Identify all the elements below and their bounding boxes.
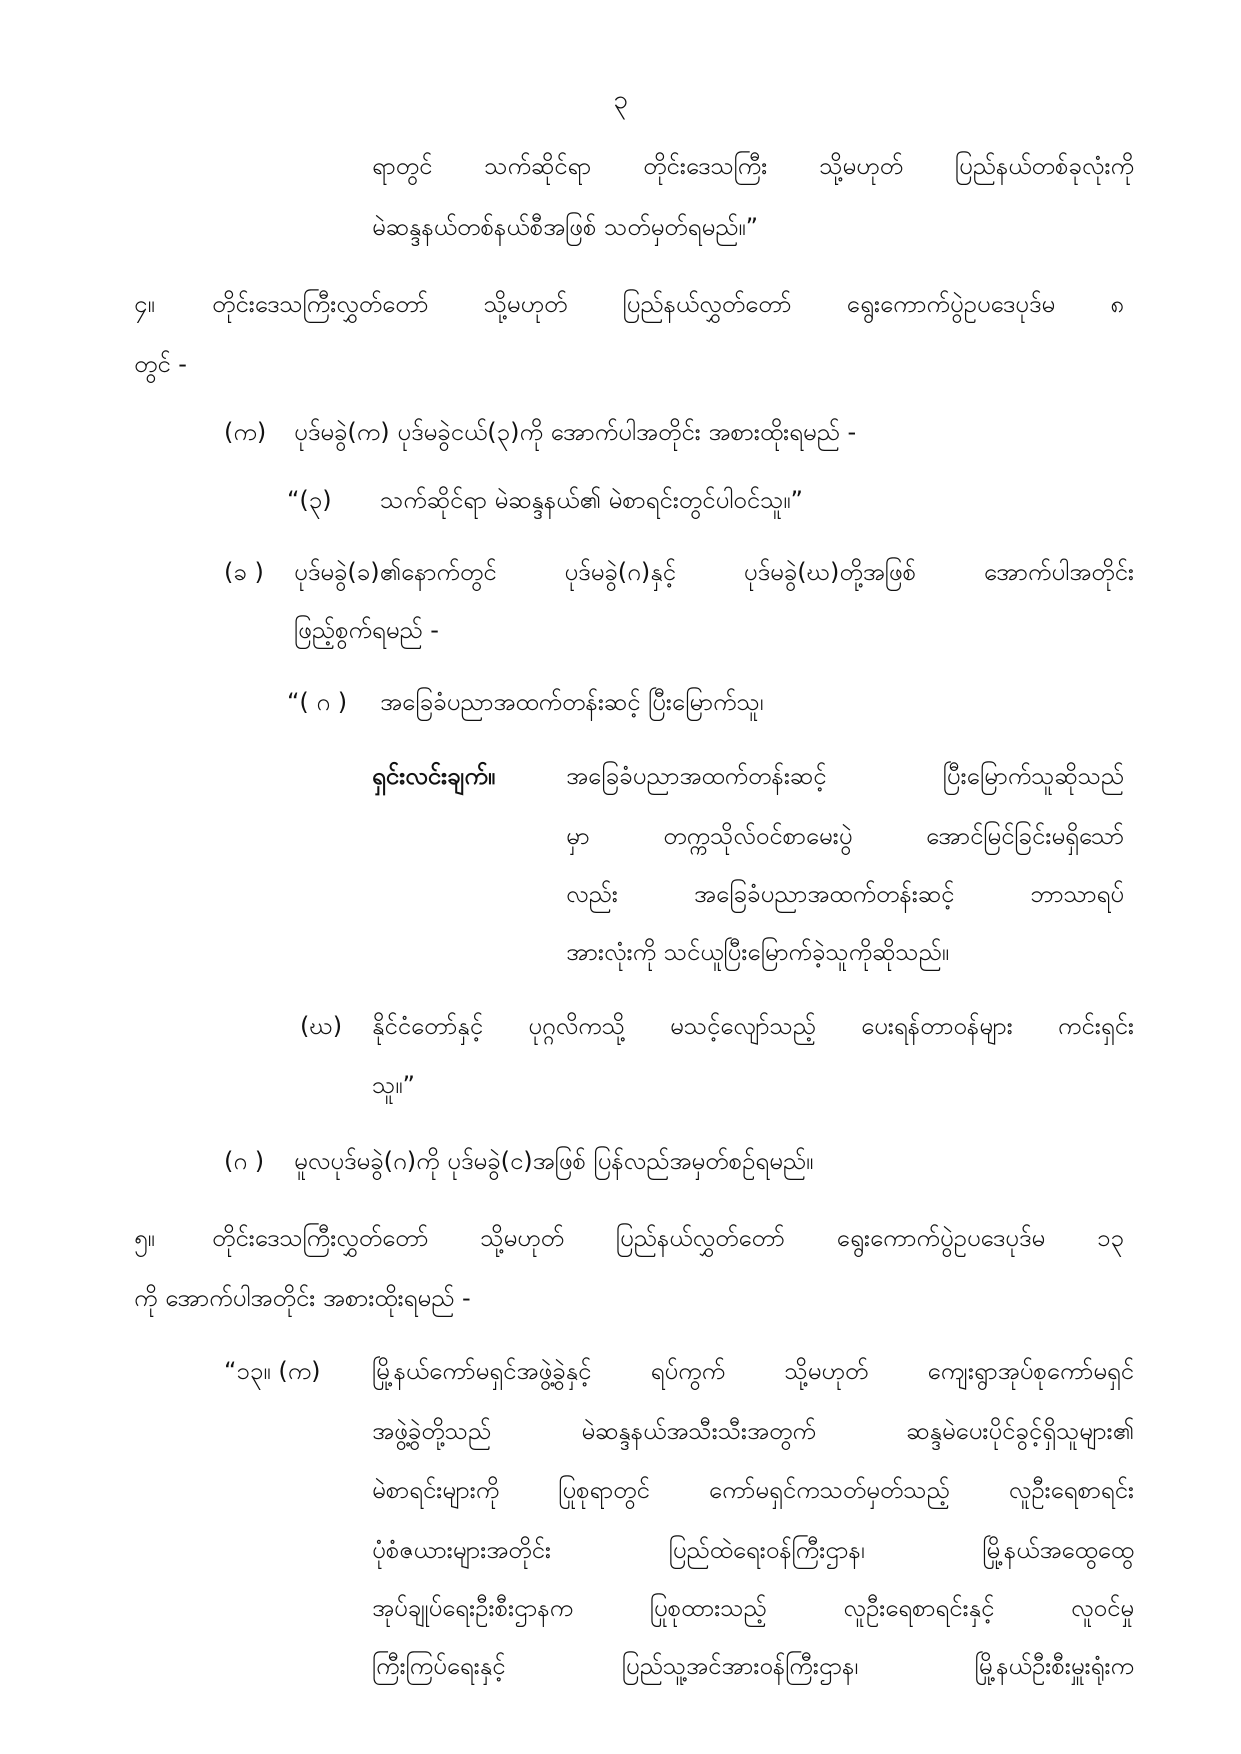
text-line: တိုင်းဒေသကြီးလွှတ်တော် သို့မဟုတ် ပြည်နယ်လွှတ်တော် ရွေးကောက်ပွဲဥပဒေပုဒ်မ ၁၃ [212, 1224, 1124, 1252]
text-line: လည်း အခြေခံပညာအထက်တန်းဆင့် ဘာသာရပ် [566, 880, 1124, 908]
text-line: ရာတွင် သက်ဆိုင်ရာ တိုင်းဒေသကြီး သို့မဟုတ် ပြည်နယ်တစ်ခုလုံးကို [372, 152, 1134, 180]
clause-marker: (က) [224, 418, 267, 446]
section-number: ၅။ [134, 1224, 155, 1252]
text-line: သက်ဆိုင်ရာ မဲဆန္ဒနယ်၏ မဲစာရင်းတွင်ပါဝင်သူ။” [380, 486, 803, 514]
clause-marker: (ခ ) [224, 558, 264, 586]
clause-marker: “(၃) [287, 486, 332, 514]
clause-marker: (ဃ) [300, 1012, 343, 1040]
text-line: ကို အောက်ပါအတိုင်း အစားထိုးရမည် - [134, 1284, 471, 1312]
text-line: ဖြည့်စွက်ရမည် - [294, 616, 439, 644]
text-line: မှာ တက္ကသိုလ်ဝင်စာမေးပွဲ အောင်မြင်ခြင်းမရှိသော် [566, 822, 1124, 850]
text-line: တိုင်းဒေသကြီးလွှတ်တော် သို့မဟုတ် ပြည်နယ်လွှတ်တော် ရွေးကောက်ပွဲဥပဒေပုဒ်မ ၈ [212, 290, 1124, 318]
text-line: ပုံစံဇယားများအတိုင်း ပြည်ထဲရေးဝန်ကြီးဌာန၊ မြို့နယ်အထွေထွေ [372, 1536, 1134, 1564]
text-line: မူလပုဒ်မခွဲ(ဂ)ကို ပုဒ်မခွဲ(င)အဖြစ် ပြန်လည်အမှတ်စဉ်ရမည်။ [294, 1147, 814, 1175]
text-line: ကြီးကြပ်ရေးနှင့် ပြည်သူ့အင်အားဝန်ကြီးဌာန၊ မြို့နယ်ဦးစီးမှူးရုံးက [372, 1652, 1134, 1680]
text-line: မြို့နယ်ကော်မရှင်အဖွဲ့ခွဲနှင့် ရပ်ကွက် သို့မဟုတ် ကျေးရွာအုပ်စုကော်မရှင် [372, 1357, 1134, 1385]
text-line: နိုင်ငံတော်နှင့် ပုဂ္ဂလိကသို့ မသင့်လျော်သည့် ပေးရန်တာဝန်များ ကင်းရှင်း [372, 1012, 1134, 1040]
text-line: အုပ်ချုပ်ရေးဦးစီးဌာနက ပြုစုထားသည့် လူဦးရေစာရင်းနှင့် လူဝင်မှု [372, 1594, 1134, 1622]
section-number: ၄။ [134, 290, 155, 318]
clause-marker: (ဂ ) [224, 1147, 265, 1175]
page-number: ၃ [613, 85, 628, 115]
text-line: အခြေခံပညာအထက်တန်းဆင့် ပြီးမြောက်သူဆိုသည် [566, 762, 1124, 790]
text-line: သူ။” [372, 1071, 415, 1099]
text-line: ပုဒ်မခွဲ(က) ပုဒ်မခွဲငယ်(၃)ကို အောက်ပါအတိုင်း အစားထိုးရမည် - [294, 418, 857, 446]
text-line: အခြေခံပညာအထက်တန်းဆင့် ပြီးမြောက်သူ၊ [380, 688, 764, 716]
text-line: ပုဒ်မခွဲ(ခ)၏နောက်တွင် ပုဒ်မခွဲ(ဂ)နှင့် ပုဒ်မခွဲ(ဃ)တို့အဖြစ် အောက်ပါအတိုင်း [294, 558, 1134, 586]
text-line: အားလုံးကို သင်ယူပြီးမြောက်ခဲ့သူကိုဆိုသည်။ [566, 938, 949, 966]
text-line: တွင် - [134, 350, 187, 378]
clause-marker: “၁၃။ (က) [224, 1357, 321, 1385]
explanation-label: ရှင်းလင်းချက်။ [372, 762, 496, 790]
text-line: မဲစာရင်းများကို ပြုစုရာတွင် ကော်မရှင်ကသတ်မှတ်သည့် လူဦးရေစာရင်း [372, 1476, 1134, 1504]
clause-marker: “( ဂ ) [287, 688, 348, 716]
text-line: အဖွဲ့ခွဲတို့သည် မဲဆန္ဒနယ်အသီးသီးအတွက် ဆန္ဒမဲပေးပိုင်ခွင့်ရှိသူများ၏ [372, 1417, 1134, 1445]
text-line: မဲဆန္ဒနယ်တစ်နယ်စီအဖြစ် သတ်မှတ်ရမည်။” [372, 213, 759, 241]
